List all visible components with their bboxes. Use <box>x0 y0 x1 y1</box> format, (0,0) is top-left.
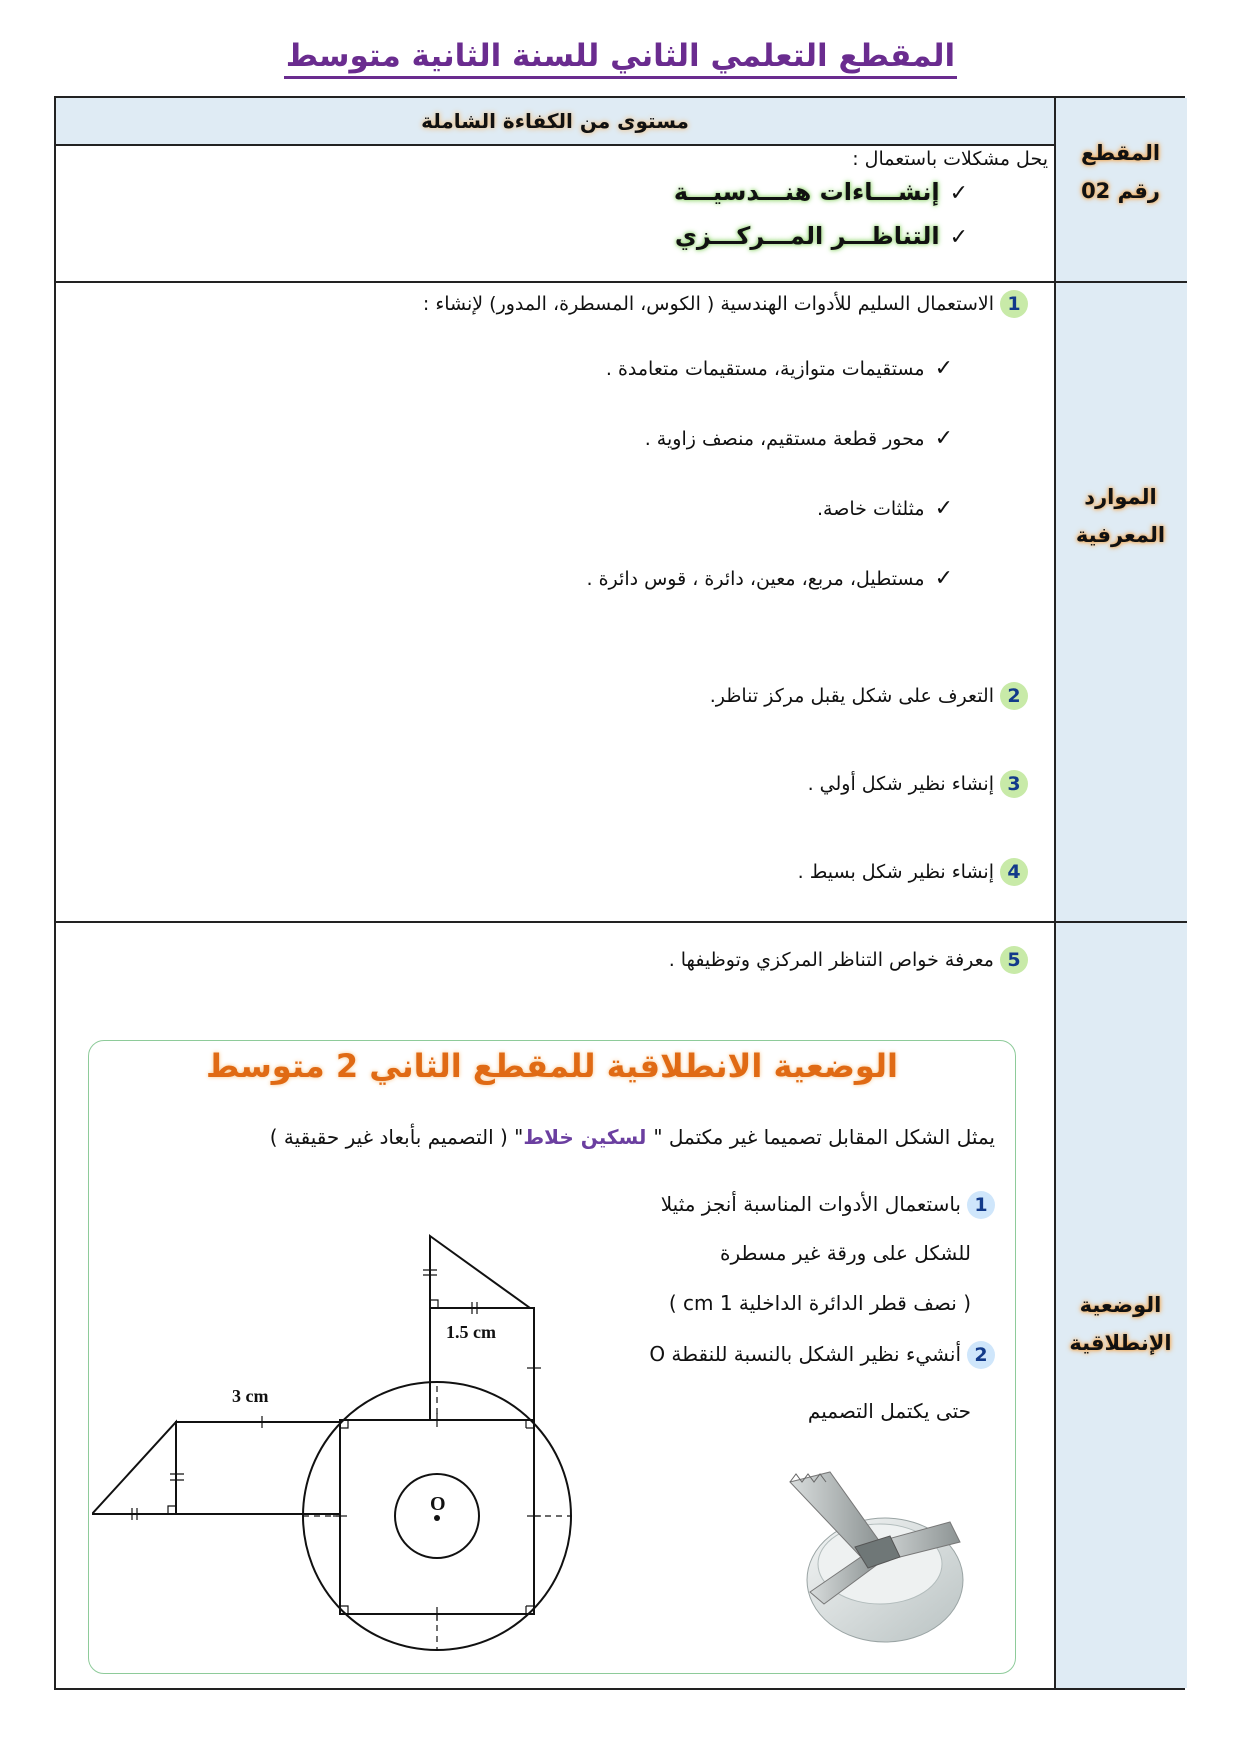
check-icon: ✓ <box>949 225 968 250</box>
competence-item: ✓إنشـــاءات هنـــدسيـــة <box>673 178 968 206</box>
resource-sub-item: ✓مستطيل، مربع، معين، دائرة ، قوس دائرة . <box>586 566 953 591</box>
left-rectangle <box>176 1422 340 1514</box>
resource-sub-item: ✓مستقيمات متوازية، مستقيمات متعامدة . <box>605 356 953 381</box>
situation-intro: يمثل الشكل المقابل تصميما غير مكتمل " لسكين خلاط" ( التصميم بأبعاد غير حقيقية ) <box>269 1125 995 1149</box>
question-2-line-2: حتى يكتمل التصميم <box>807 1399 971 1423</box>
label-3-cm: 3 cm <box>232 1386 269 1406</box>
check-icon: ✓ <box>934 566 953 591</box>
page-title: المقطع التعلمي الثاني للسنة الثانية متوسط <box>0 38 1241 74</box>
segment-label: المقطع رقم 02 <box>1080 141 1161 203</box>
top-triangle <box>430 1236 530 1308</box>
competence-item: ✓التناظـــر المـــركـــزي <box>674 222 968 250</box>
resource-sub-item: ✓مثلثات خاصة. <box>817 496 953 521</box>
check-icon: ✓ <box>934 496 953 521</box>
situation-label: الوضعية الإنطلاقية <box>1069 1293 1172 1355</box>
left-triangle <box>92 1422 176 1514</box>
resource-item-4: 4إنشاء نظير شكل بسيط . <box>798 858 1028 886</box>
check-icon: ✓ <box>934 426 953 451</box>
blender-blade-image <box>750 1452 980 1662</box>
geometry-figure <box>92 1180 652 1670</box>
resource-item-5: 5معرفة خواص التناظر المركزي وتوظيفها . <box>669 946 1028 974</box>
resource-item-1: 1الاستعمال السليم للأدوات الهندسية ( الكوس، المسطرة، المدور) لإنشاء : <box>423 290 1028 318</box>
question-1-line-2: للشكل على ورقة غير مسطرة <box>719 1241 971 1265</box>
question-1-line-3: ( نصف قطر الدائرة الداخلية 1 cm ) <box>668 1291 971 1315</box>
check-icon: ✓ <box>934 356 953 381</box>
competence-header: مستوى من الكفاءة الشاملة <box>56 98 1054 146</box>
check-icon: ✓ <box>949 181 968 206</box>
resource-sub-item: ✓محور قطعة مستقيم، منصف زاوية . <box>644 426 953 451</box>
resources-label: الموارد المعرفية <box>1075 485 1166 547</box>
question-2: 2أنشيء نظير الشكل بالنسبة للنقطة O <box>649 1341 995 1369</box>
resource-item-3: 3إنشاء نظير شكل أولي . <box>808 770 1028 798</box>
label-column <box>1054 98 1187 1688</box>
resource-item-2: 2التعرف على شكل يقبل مركز تناظر. <box>710 682 1028 710</box>
label-1-5-cm: 1.5 cm <box>446 1322 496 1342</box>
situation-title: الوضعية الانطلاقية للمقطع الثاني 2 متوسط <box>206 1047 898 1085</box>
question-1: 1باستعمال الأدوات المناسبة أنجز مثيلا <box>661 1191 995 1219</box>
competence-intro: يحل مشكلات باستعمال : <box>852 148 1048 170</box>
label-o: O <box>430 1493 446 1515</box>
